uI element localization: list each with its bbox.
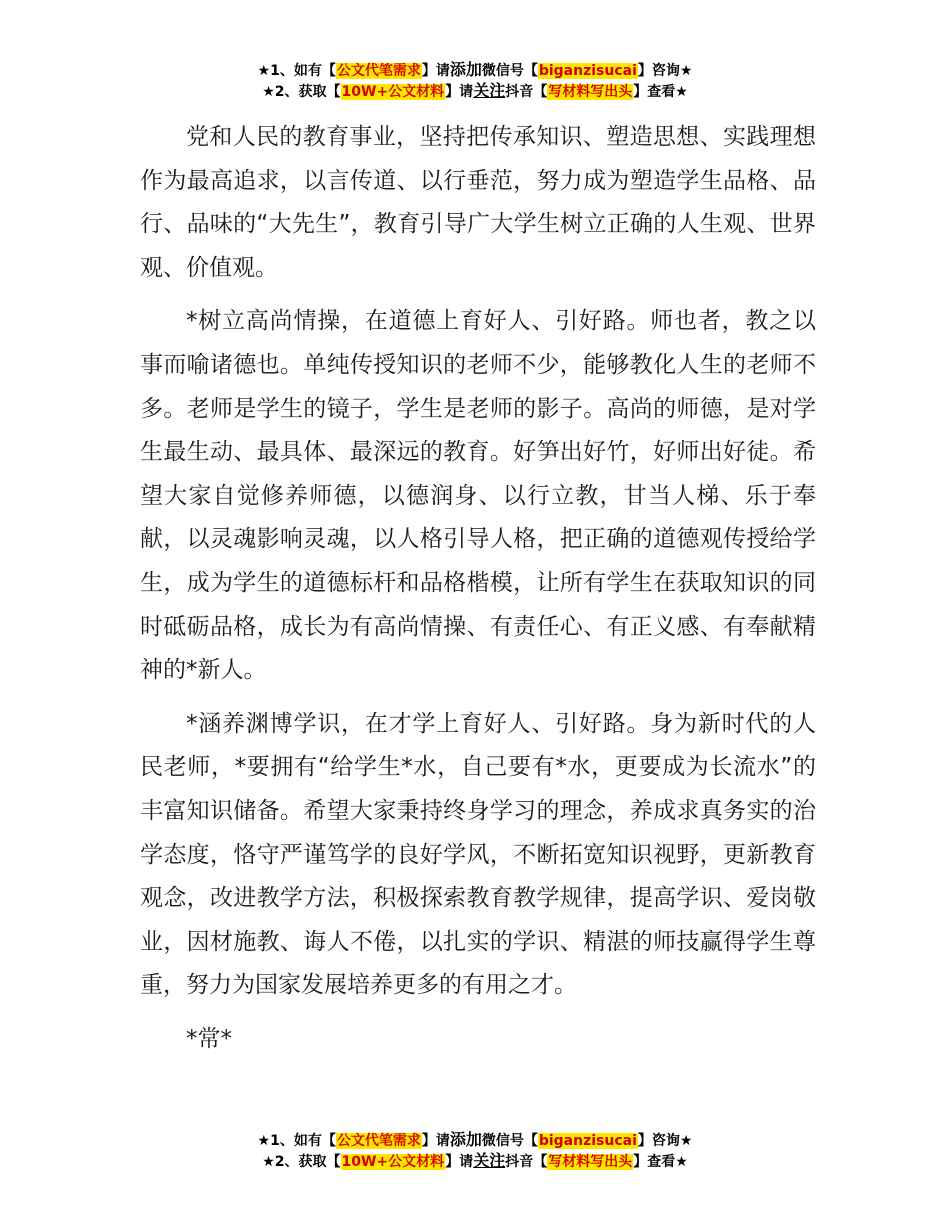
banner-text: 】咨询★ <box>637 1133 693 1149</box>
header-banner <box>0 60 950 102</box>
banner-text: 】咨询★ <box>637 63 693 79</box>
highlight-service: 公文代笔需求 <box>336 63 421 79</box>
banner-text: ★1、如有【 <box>257 63 336 79</box>
banner-text: 】请 <box>445 84 474 100</box>
banner-text: 】查看★ <box>633 84 688 100</box>
highlight-materials: 10W+公文材料 <box>341 1154 445 1170</box>
highlight-wechat-id: biganzisucai <box>538 1133 637 1149</box>
highlight-wechat-id: biganzisucai <box>538 63 637 79</box>
banner-text: 】请 <box>445 1154 474 1170</box>
banner-line-2 <box>0 81 950 102</box>
banner-text: 】请 <box>421 63 450 79</box>
banner-emphasis: 关注 <box>473 1151 506 1170</box>
highlight-materials: 10W+公文材料 <box>341 84 445 100</box>
highlight-douyin: 写材料写出头 <box>548 1154 633 1170</box>
banner-line-1 <box>0 1130 950 1151</box>
paragraph: *常* <box>186 1025 232 1052</box>
paragraph: *涵养渊博学识，在才学上育好人、引好路。身为新时代的人民老师，*要拥有“给学生*水，自己要有*水，更要成为长流水”的丰富知识储备。希望大家秉持终身学习的理念，养成求真务实的治学态度，恪守严谨笃学的良好学风，不断拓宽知识视野，更新教育观念，改进教学方法，积极探索教育教学规律，提高学识、爱岗敬业，因材施教、诲人不倦，以扎实的学识、精湛的师技赢得学生尊重，努力为国家发展培养更多的有用之才。 <box>140 710 816 999</box>
highlight-douyin: 写材料写出头 <box>548 84 633 100</box>
banner-text: 抖音【 <box>505 84 548 100</box>
banner-emphasis: 添加 <box>449 60 482 79</box>
banner-text: 】查看★ <box>633 1154 688 1170</box>
banner-text: ★2、获取【 <box>262 1154 341 1170</box>
document-body <box>140 116 816 1071</box>
banner-line-2 <box>0 1151 950 1172</box>
paragraph: *树立高尚情操，在道德上育好人、引好路。师也者，教之以事而喻诸德也。单纯传授知识的老师不少，能够教化人生的老师不多。老师是学生的镜子，学生是老师的影子。高尚的师德，是对学生最生动、最具体、最深远的教育。好笋出好竹，好师出好徒。希望大家自觉修养师德，以德润身、以行立教，甘当人梯、乐于奉献，以灵魂影响灵魂，以人格引导人格，把正确的道德观传授给学生，成为学生的道德标杆和品格楷模，让所有学生在获取知识的同时砥砺品格，成长为有高尚情操、有责任心、有正义感、有奉献精神的*新人。 <box>140 308 816 684</box>
banner-text: ★1、如有【 <box>257 1133 336 1149</box>
banner-text: ★2、获取【 <box>262 84 341 100</box>
banner-line-1 <box>0 60 950 81</box>
banner-text: 微信号【 <box>481 1133 538 1149</box>
banner-emphasis: 添加 <box>449 1130 482 1149</box>
highlight-service: 公文代笔需求 <box>336 1133 421 1149</box>
footer-banner <box>0 1130 950 1172</box>
banner-emphasis: 关注 <box>473 81 506 100</box>
banner-text: 微信号【 <box>481 63 538 79</box>
paragraph: 党和人民的教育事业，坚持把传承知识、塑造思想、实践理想作为最高追求，以言传道、以行垂范，努力成为塑造学生品格、品行、品味的“大先生”，教育引导广大学生树立正确的人生观、世界观、价值观。 <box>140 124 816 281</box>
banner-text: 】请 <box>421 1133 450 1149</box>
banner-text: 抖音【 <box>505 1154 548 1170</box>
